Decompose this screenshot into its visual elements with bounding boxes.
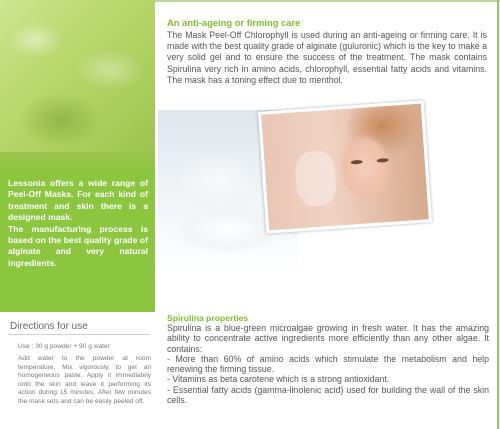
spirulina-line-1: Spirulina is a blue-green microalgae growing in fresh water. It has the amazing ability to concentrate active ingredients more efficiently than any other algae. It contains: (167, 323, 489, 354)
directions-dosage: Use : 30 g powder + 90 g water (18, 343, 110, 350)
green-gel-photo (0, 0, 155, 152)
promo-line-1: Lessonia offers a wide range of Peel-Off Masks. For each kind of treatment and skin there is a designed mask. (8, 178, 148, 223)
anti-ageing-body: The Mask Peel-Off Chlorophyll is used during an anti-ageing or firming care. It is made with the best quality grade of alginate (guluronic) which is the key to make a very solid gel and to ensure the success of the treatment. The mask contains Spirulina very rich in amino acids, chlorophyll, essential fatty acids and vitamins. The mask has a toning effect due to menthol. (167, 30, 487, 85)
spirulina-line-2: - More than 60% of amino acids which stimulate the metabolism and help renewing the firming tissue. (167, 353, 489, 375)
face-mask-photo (258, 100, 432, 233)
mask-application-stroke (294, 150, 338, 208)
eye-left (351, 160, 363, 165)
spirulina-body (167, 323, 489, 405)
anti-ageing-heading: An anti-ageing or firming care (167, 17, 301, 28)
promo-text (8, 178, 148, 269)
spirulina-line-4: - Essential fatty acids (gamma-linolenic acid) used for building the wall of the skin cells. (167, 384, 489, 406)
directions-title: Directions for use (10, 321, 88, 332)
spirulina-line-3: - Vitamins as beta carotene which is a strong antioxidant. (167, 374, 390, 385)
directions-body: Add water to the powder at room temperature. Mix vigorously to get an homogeneous paste. Apply it immediately onto the skin and leave it performing its action during 15 minutes. After few minutes the mask sets and can be easily peeled off. (18, 355, 151, 405)
eye-right (377, 158, 389, 163)
right-rule (497, 0, 499, 429)
spirulina-heading: Spirulina properties (167, 313, 249, 323)
gel-photo-edge (0, 152, 155, 170)
promo-line-2: The manufacturing process is based on the best quality grade of alginate and very natural ingredients. (8, 223, 148, 268)
